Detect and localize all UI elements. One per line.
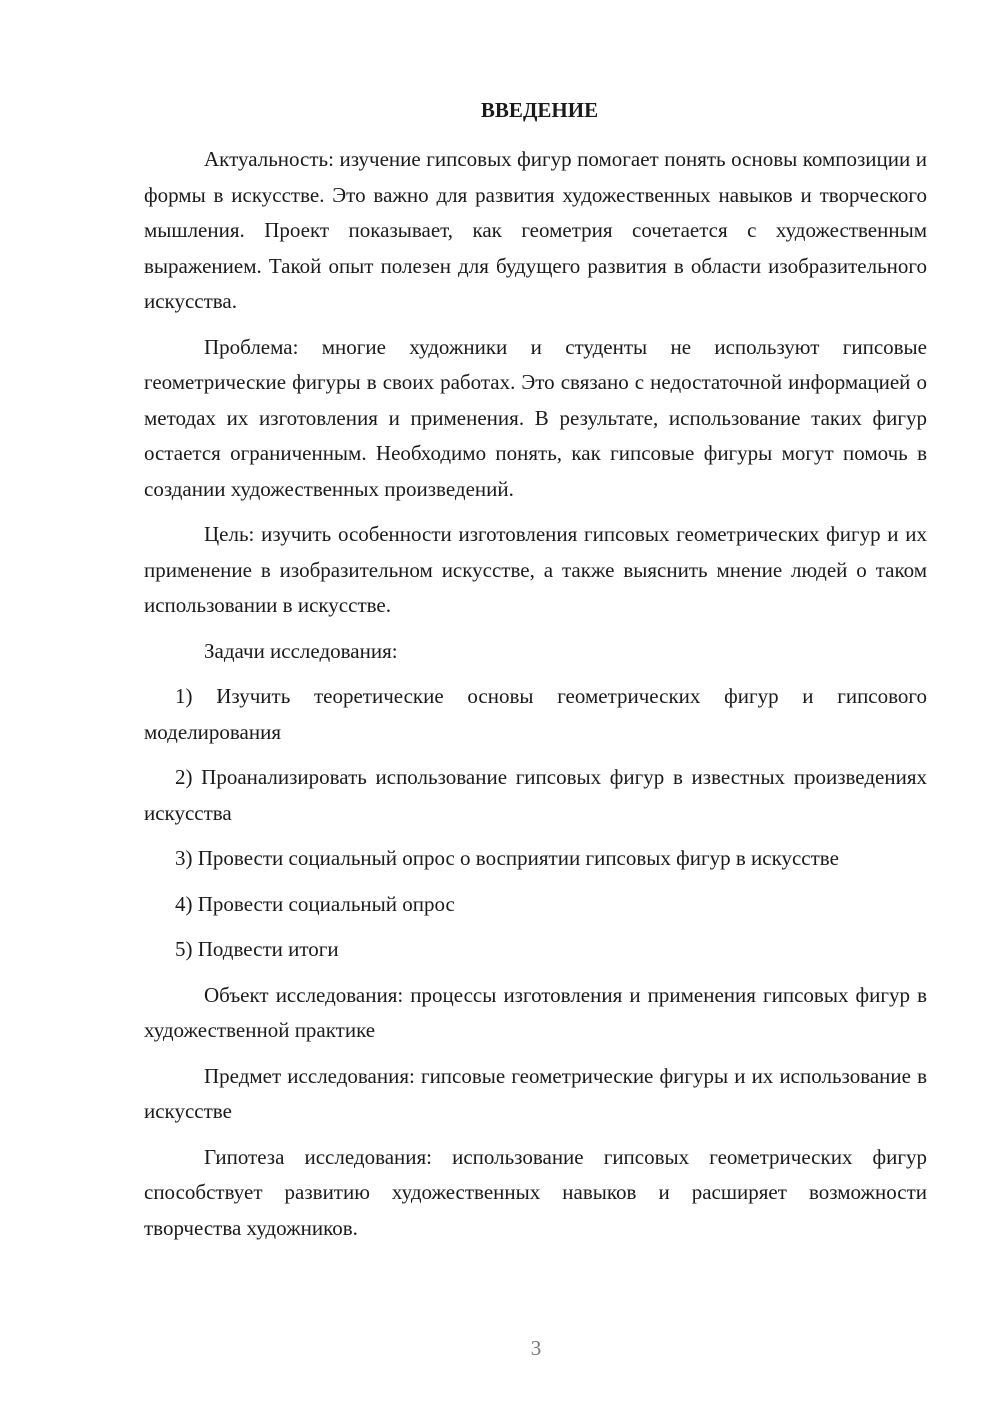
subject-paragraph: Предмет исследования: гипсовые геометрические фигуры и их использование в искусстве	[144, 1063, 927, 1123]
section-title: ВВЕДЕНИЕ	[480, 98, 599, 122]
page-number: 3	[530, 1336, 542, 1360]
document-page	[144, 94, 927, 1256]
task-item: 3) Провести социальный опрос о восприятии гипсовых фигур в искусстве	[175, 846, 839, 870]
task-item: 4) Провести социальный опрос	[175, 891, 455, 916]
tasks-heading: Задачи исследования:	[204, 638, 398, 663]
object-paragraph: Объект исследования: процессы изготовления и применения гипсовых фигур в художественной практике	[144, 982, 927, 1042]
relevance-paragraph: Актуальность: изучение гипсовых фигур помогает понять основы композиции и формы в искусстве. Это важно для развития художественных навыков и творческого мышления. Проект показывает, как геометрия сочетается с художественным выражением. Такой опыт полезен для будущего развития в области изобразительного искусства.	[144, 147, 927, 313]
tasks-list	[144, 679, 927, 968]
hypothesis-paragraph: Гипотеза исследования: использование гипсовых геометрических фигур способствует развитию художественных навыков и расширяет возможности творчества художников.	[144, 1144, 927, 1240]
goal-paragraph: Цель: изучить особенности изготовления гипсовых геометрических фигур и их применение в изобразительном искусстве, а также выяснить мнение людей о таком использовании в искусстве.	[144, 522, 927, 617]
task-item: 5) Подвести итоги	[175, 937, 339, 961]
task-item: 1) Изучить теоретические основы геометрических фигур и гипсового моделирования	[144, 684, 927, 744]
problem-paragraph: Проблема: многие художники и студенты не используют гипсовые геометрические фигуры в своих работах. Это связано с недостаточной информацией о методах их изготовления и применения. В результате, использование таких фигур остается ограниченным. Необходимо понять, как гипсовые фигуры могут помочь в создании художественных произведений.	[144, 334, 927, 501]
task-item: 2) Проанализировать использование гипсовых фигур в известных произведениях искусства	[144, 765, 927, 825]
